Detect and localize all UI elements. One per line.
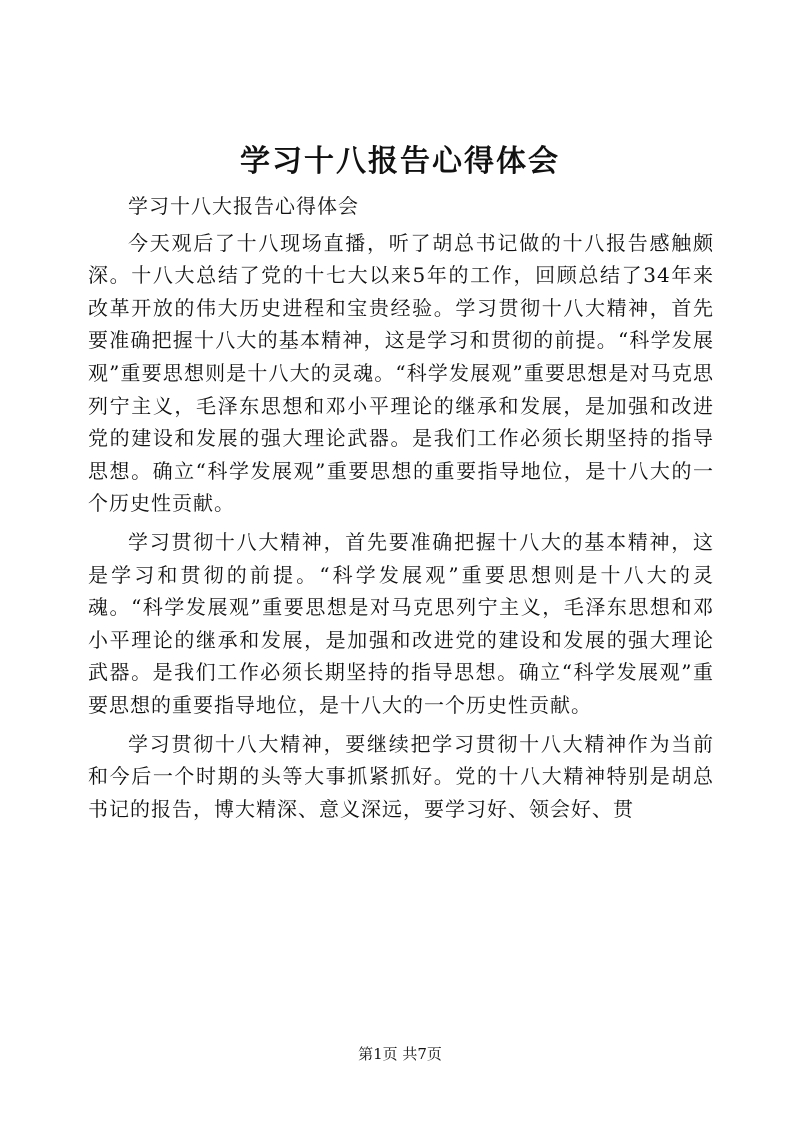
document-body <box>88 190 714 831</box>
document-title: 学习十八报告心得体会 <box>240 144 560 179</box>
paragraph: 今天观后了十八现场直播，听了胡总书记做的十八报告感触颇深。十八大总结了党的十七大以来5年的工作，回顾总结了34年来改革开放的伟大历史进程和宝贵经验。学习贯彻十八大精神，首先要准确把握十八大的基本精神，这是学习和贯彻的前提。“科学发展观”重要思想则是十八大的灵魂。“科学发展观”重要思想是对马克思列宁主义，毛泽东思想和邓小平理论的继承和发展，是加强和改进党的建设和发展的强大理论武器。是我们工作必须长期坚持的指导思想。确立“科学发展观”重要思想的重要指导地位，是十八大的一个历史性贡献。 <box>88 230 714 516</box>
page-number-footer: 第1页 共7页 <box>358 1045 442 1063</box>
paragraph: 学习贯彻十八大精神，要继续把学习贯彻十八大精神作为当前和今后一个时期的头等大事抓紧抓好。党的十八大精神特别是胡总书记的报告，博大精深、意义深远，要学习好、领会好、贯 <box>88 731 714 821</box>
paragraph-subtitle: 学习十八大报告心得体会 <box>128 194 359 218</box>
paragraph: 学习贯彻十八大精神，首先要准确把握十八大的基本精神，这是学习和贯彻的前提。“科学发展观”重要思想则是十八大的灵魂。“科学发展观”重要思想是对马克思列宁主义，毛泽东思想和邓小平理论的继承和发展，是加强和改进党的建设和发展的强大理论武器。是我们工作必须长期坚持的指导思想。确立“科学发展观”重要思想的重要指导地位，是十八大的一个历史性贡献。 <box>88 529 714 717</box>
